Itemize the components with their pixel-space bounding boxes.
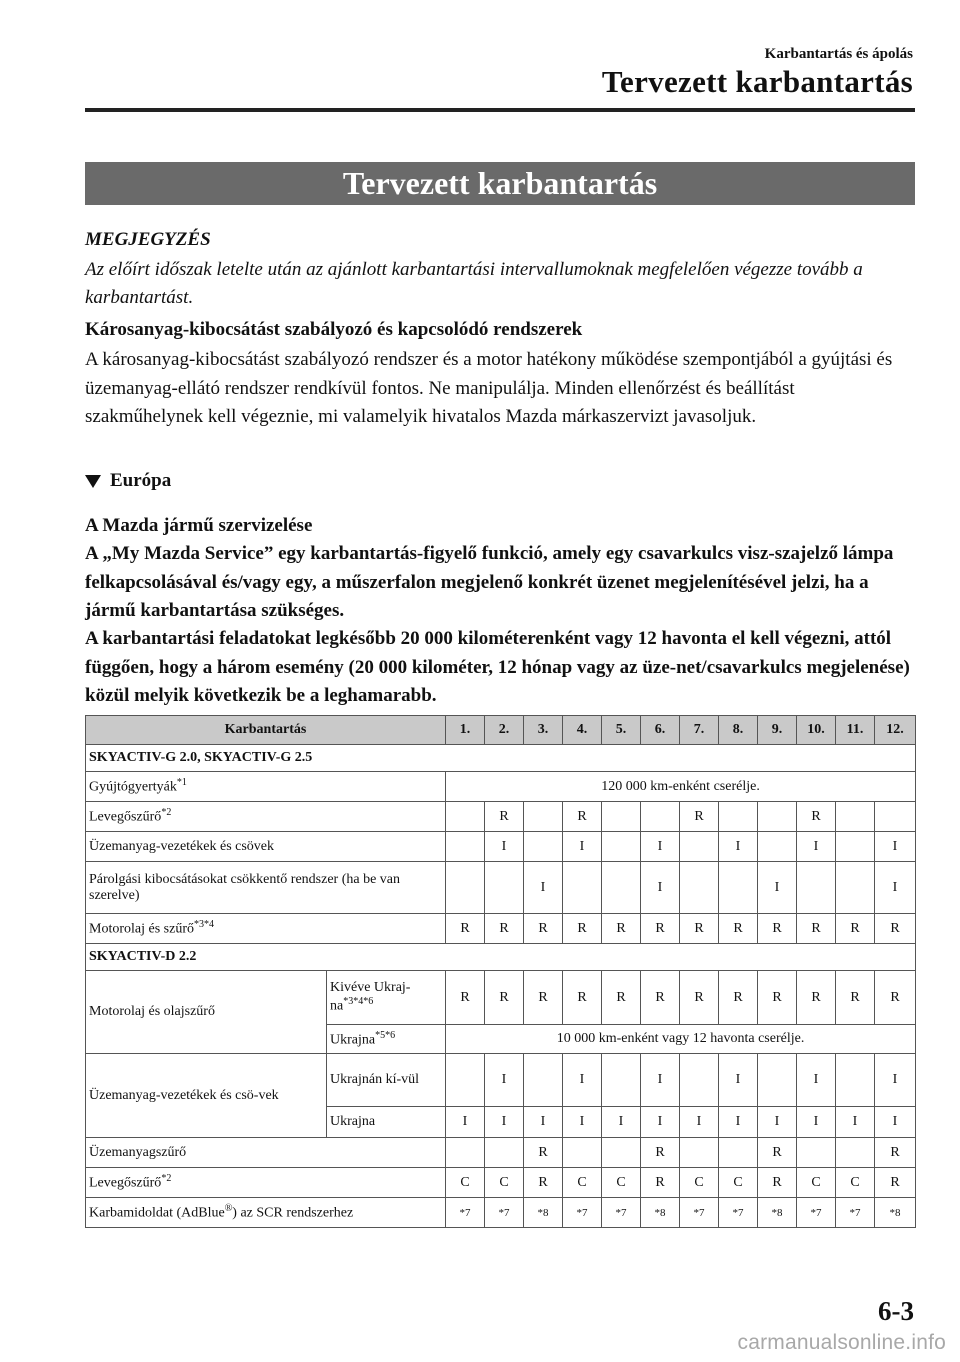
table-cell: R xyxy=(758,971,797,1025)
table-cell: C xyxy=(719,1168,758,1198)
row-label: Párolgási kibocsátásokat csökkentő rendszer (ha be van szerelve) xyxy=(86,862,446,914)
row-sublabel: Ukrajnán kí-vül xyxy=(327,1054,446,1107)
row-sublabel: Ukrajna$^{*5*6}$ xyxy=(327,1025,446,1054)
table-cell xyxy=(563,1138,602,1168)
header-rule xyxy=(85,108,915,112)
table-header-row xyxy=(86,716,916,745)
header-interval: 6. xyxy=(641,716,680,745)
table-cell: I xyxy=(875,862,916,914)
table-cell: C xyxy=(836,1168,875,1198)
table-cell: R xyxy=(758,1168,797,1198)
table-cell: *8 xyxy=(524,1198,563,1228)
table-cell: *7 xyxy=(602,1198,641,1228)
table-cell: R xyxy=(836,914,875,944)
page-number: 6-3 xyxy=(878,1296,914,1326)
table-cell: I xyxy=(719,1107,758,1138)
table-cell: R xyxy=(446,971,485,1025)
table-cell: *8 xyxy=(758,1198,797,1228)
group-label: SKYACTIV-D 2.2 xyxy=(86,944,916,971)
row-label: Üzemanyag-vezetékek és csövek xyxy=(86,832,446,862)
table-cell: I xyxy=(485,1107,524,1138)
header-interval: 12. xyxy=(875,716,916,745)
row-sublabel: Ukrajna xyxy=(327,1107,446,1138)
table-cell xyxy=(524,832,563,862)
table-cell: *7 xyxy=(797,1198,836,1228)
table-cell: I xyxy=(524,862,563,914)
row-fuel-filter xyxy=(86,1138,916,1168)
table-cell xyxy=(446,862,485,914)
table-cell xyxy=(758,802,797,832)
table-cell: I xyxy=(875,1054,916,1107)
header-interval: 8. xyxy=(719,716,758,745)
table-cell: R xyxy=(446,914,485,944)
table-cell xyxy=(641,802,680,832)
table-cell: I xyxy=(641,862,680,914)
table-cell: R xyxy=(719,914,758,944)
table-cell: I xyxy=(563,1054,602,1107)
table-cell xyxy=(602,1054,641,1107)
table-cell: I xyxy=(485,1054,524,1107)
table-cell: *8 xyxy=(641,1198,680,1228)
header-interval: 9. xyxy=(758,716,797,745)
table-cell: C xyxy=(446,1168,485,1198)
table-cell: R xyxy=(563,914,602,944)
table-cell: I xyxy=(719,1054,758,1107)
table-cell xyxy=(836,862,875,914)
chapter-title: Karbantartás és ápolás xyxy=(764,46,913,62)
note-title: MEGJEGYZÉS xyxy=(85,229,211,250)
header-interval: 1. xyxy=(446,716,485,745)
table-cell: *7 xyxy=(836,1198,875,1228)
table-cell: *7 xyxy=(563,1198,602,1228)
table-cell xyxy=(602,1138,641,1168)
service-para-1: A „My Mazda Service” egy karbantartás-figyelő funkció, amely egy csavarkulcs visz-szajelző lámpa felkapcsolásával és/vagy egy, a műszerfalon megjelenő konkrét üzenet megjelenítésével jelzi, ha a jármű karbantartása szükséges. xyxy=(85,543,894,621)
table-cell: R xyxy=(563,971,602,1025)
row-air-filter-d xyxy=(86,1168,916,1198)
table-cell xyxy=(446,1138,485,1168)
table-cell: R xyxy=(758,914,797,944)
row-label: Üzemanyag-vezetékek és csö-vek xyxy=(86,1054,327,1138)
table-cell xyxy=(602,862,641,914)
row-label: Karbamidoldat (AdBlue®) az SCR rendszerhez xyxy=(86,1198,446,1228)
table-cell: R xyxy=(524,914,563,944)
row-label: Üzemanyagszűrő xyxy=(86,1138,446,1168)
table-cell: R xyxy=(641,971,680,1025)
table-cell xyxy=(875,802,916,832)
table-cell: I xyxy=(758,1107,797,1138)
table-cell xyxy=(836,832,875,862)
table-cell: I xyxy=(563,832,602,862)
table-cell xyxy=(680,1138,719,1168)
row-sublabel: Kivéve Ukraj-$na^{*3*4*6}$ xyxy=(327,971,446,1025)
page-banner: Tervezett karbantartás xyxy=(85,162,915,205)
table-cell: I xyxy=(797,1107,836,1138)
table-cell xyxy=(602,832,641,862)
table-cell xyxy=(836,1138,875,1168)
table-cell: I xyxy=(797,832,836,862)
table-cell: R xyxy=(641,1138,680,1168)
table-cell: I xyxy=(719,832,758,862)
table-cell: C xyxy=(680,1168,719,1198)
table-cell xyxy=(719,802,758,832)
table-cell: R xyxy=(875,971,916,1025)
table-cell: I xyxy=(875,1107,916,1138)
table-cell: R xyxy=(524,971,563,1025)
watermark: carmanualsonline.info xyxy=(737,1331,946,1354)
service-para-2: A karbantartási feladatokat legkésőbb 20 000 kilométerenként vagy 12 havonta el kell végezni, attól függően, hogy a három esemény (20 000 kilométer, 12 hónap vagy az üze-net/csavarkulcs megjelenése) közül melyik következik be a leghamarabb. xyxy=(85,628,910,706)
table-cell: R xyxy=(524,1138,563,1168)
table-cell: C xyxy=(563,1168,602,1198)
table-cell: R xyxy=(680,802,719,832)
table-cell: R xyxy=(875,1138,916,1168)
note-text: Az előírt időszak letelte után az ajánlott karbantartási intervallumoknak megfelelően végezze tovább a karbantartást. xyxy=(85,259,863,308)
table-cell: *8 xyxy=(875,1198,916,1228)
service-title: A Mazda jármű szervizelése xyxy=(85,515,313,536)
table-cell: R xyxy=(836,971,875,1025)
row-air-filter-g xyxy=(86,802,916,832)
table-cell xyxy=(446,1054,485,1107)
header-interval: 5. xyxy=(602,716,641,745)
header-interval: 11. xyxy=(836,716,875,745)
table-cell: I xyxy=(524,1107,563,1138)
table-cell: I xyxy=(797,1054,836,1107)
table-cell: I xyxy=(836,1107,875,1138)
table-cell: C xyxy=(485,1168,524,1198)
table-cell: R xyxy=(680,971,719,1025)
row-span-text: 10 000 km-enként vagy 12 havonta cserélje. xyxy=(446,1025,916,1054)
table-cell: *7 xyxy=(680,1198,719,1228)
row-label: Gyújtógyertyák$^{*1}$ xyxy=(86,772,446,802)
row-label: Motorolaj és szűrő$^{*3*4}$ xyxy=(86,914,446,944)
table-cell xyxy=(758,832,797,862)
table-cell: C xyxy=(602,1168,641,1198)
group-row-skyactiv-d xyxy=(86,944,916,971)
table-cell: R xyxy=(758,1138,797,1168)
row-adblue xyxy=(86,1198,916,1228)
table-cell: I xyxy=(602,1107,641,1138)
table-cell: R xyxy=(602,914,641,944)
triangle-down-icon xyxy=(85,475,101,488)
table-cell xyxy=(719,1138,758,1168)
table-cell: R xyxy=(797,802,836,832)
row-fuel-lines-g xyxy=(86,832,916,862)
table-cell: R xyxy=(563,802,602,832)
table-cell: R xyxy=(524,1168,563,1198)
table-cell: R xyxy=(485,914,524,944)
emissions-body: A károsanyag-kibocsátást szabályozó rendszer és a motor hatékony működése szempontjából a gyújtási és üzemanyag-ellátó rendszer rendkívül fontos. Ne manipulálja. Minden ellenőrzést és beállítást szakműhelynek kell végeznie, mi valamelyik hivatalos Mazda márkaszervizt javasoljuk. xyxy=(85,349,893,427)
table-cell: *7 xyxy=(719,1198,758,1228)
group-row-skyactiv-g xyxy=(86,745,916,772)
table-cell xyxy=(680,832,719,862)
table-cell xyxy=(719,862,758,914)
table-cell xyxy=(524,1054,563,1107)
emissions-title: Károsanyag-kibocsátást szabályozó és kapcsolódó rendszerek xyxy=(85,319,583,340)
table-cell: I xyxy=(485,832,524,862)
header-interval: 4. xyxy=(563,716,602,745)
region-label: Európa xyxy=(110,470,172,491)
table-cell: I xyxy=(641,1107,680,1138)
table-cell: I xyxy=(563,1107,602,1138)
row-label: Levegőszűrő$^{*2}$ xyxy=(86,802,446,832)
table-cell: R xyxy=(485,802,524,832)
group-label: SKYACTIV-G 2.0, SKYACTIV-G 2.5 xyxy=(86,745,916,772)
row-oil-filter-d-except-ukraine xyxy=(86,971,916,1025)
section-title: Tervezett karbantartás xyxy=(601,64,913,99)
header-interval: 10. xyxy=(797,716,836,745)
row-fuel-lines-d-outside-ukraine xyxy=(86,1054,916,1107)
table-cell: *7 xyxy=(485,1198,524,1228)
table-cell: *7 xyxy=(446,1198,485,1228)
table-cell: C xyxy=(797,1168,836,1198)
row-label: Levegőszűrő$^{*2}$ xyxy=(86,1168,446,1198)
table-cell xyxy=(446,802,485,832)
table-cell xyxy=(524,802,563,832)
table-cell: R xyxy=(602,971,641,1025)
header-maintenance: Karbantartás xyxy=(86,716,446,745)
table-cell: R xyxy=(797,971,836,1025)
table-cell xyxy=(758,1054,797,1107)
table-cell xyxy=(680,862,719,914)
region-heading xyxy=(85,470,171,492)
table-cell: I xyxy=(875,832,916,862)
row-label: Motorolaj és olajszűrő xyxy=(86,971,327,1054)
table-cell xyxy=(446,832,485,862)
header-interval: 3. xyxy=(524,716,563,745)
table-cell xyxy=(836,802,875,832)
table-cell xyxy=(680,1054,719,1107)
table-cell xyxy=(836,1054,875,1107)
row-spark-plugs xyxy=(86,772,916,802)
table-cell xyxy=(797,1138,836,1168)
header-interval: 7. xyxy=(680,716,719,745)
table-cell: I xyxy=(680,1107,719,1138)
table-cell: R xyxy=(641,1168,680,1198)
row-span-text: 120 000 km-enként cserélje. xyxy=(446,772,916,802)
header-interval: 2. xyxy=(485,716,524,745)
table-cell: I xyxy=(446,1107,485,1138)
table-cell: R xyxy=(797,914,836,944)
table-cell: I xyxy=(641,832,680,862)
table-cell xyxy=(485,1138,524,1168)
table-cell: R xyxy=(680,914,719,944)
row-evap-system xyxy=(86,862,916,914)
table-cell: R xyxy=(875,914,916,944)
table-cell xyxy=(797,862,836,914)
maintenance-table xyxy=(85,715,916,1228)
table-cell: I xyxy=(641,1054,680,1107)
table-cell: R xyxy=(485,971,524,1025)
table-cell xyxy=(602,802,641,832)
table-cell xyxy=(485,862,524,914)
table-cell: R xyxy=(719,971,758,1025)
table-cell: I xyxy=(758,862,797,914)
table-cell: R xyxy=(641,914,680,944)
table-cell xyxy=(563,862,602,914)
table-cell: R xyxy=(875,1168,916,1198)
row-oil-filter-g xyxy=(86,914,916,944)
